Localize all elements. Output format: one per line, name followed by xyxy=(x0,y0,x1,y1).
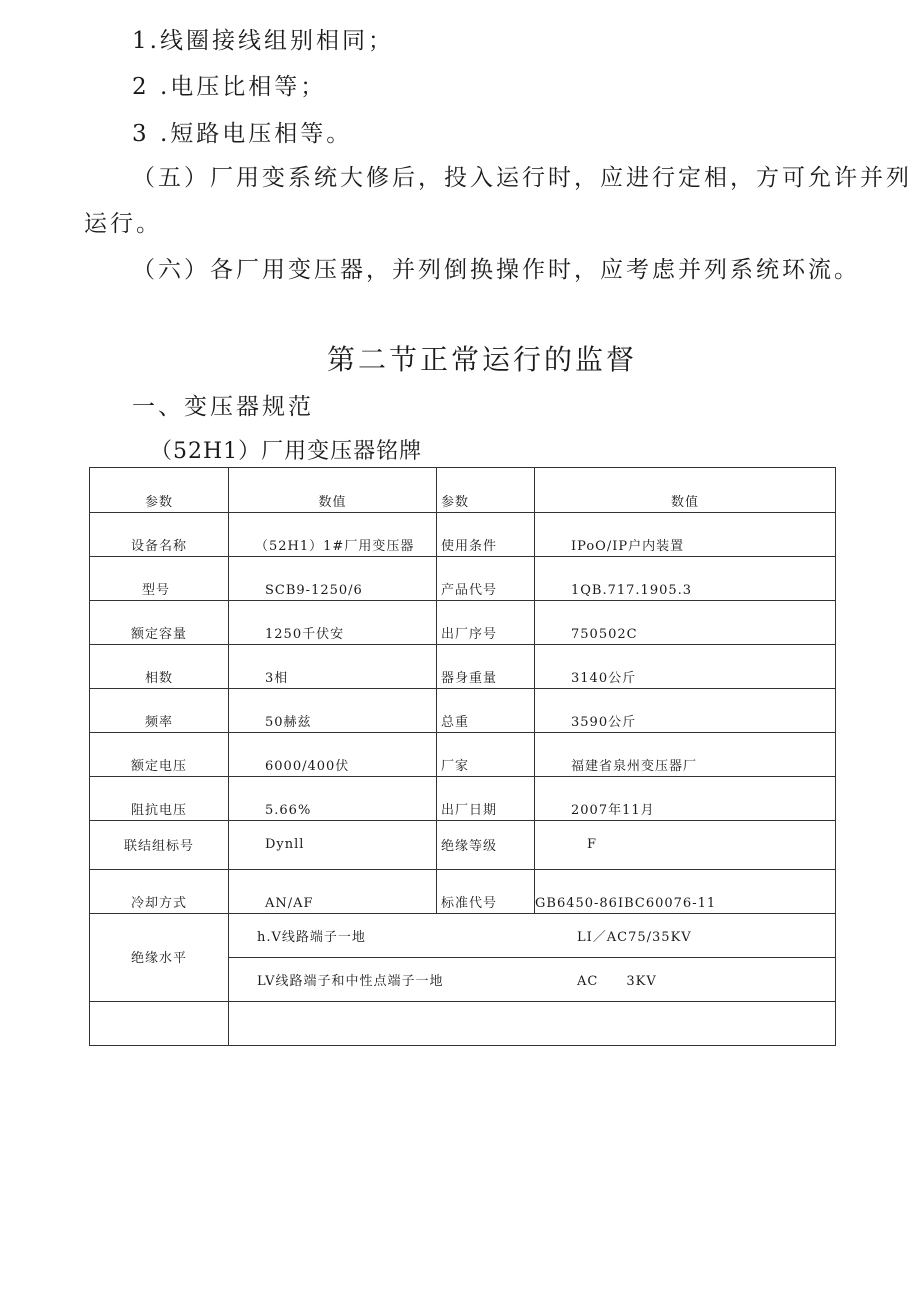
value-cell: 福建省泉州变压器厂 xyxy=(571,759,698,774)
param-cell: 厂家 xyxy=(441,759,470,774)
param-cell: 出厂序号 xyxy=(441,627,498,642)
param-cell: 冷却方式 xyxy=(130,896,187,911)
table-row xyxy=(90,821,836,870)
param-cell: 额定容量 xyxy=(130,627,187,642)
value-cell: 2007年11月 xyxy=(571,803,655,818)
paragraph-item-2: 2 .电压比相等； xyxy=(132,74,327,100)
header-cell: 数值 xyxy=(535,468,836,513)
table-row xyxy=(90,733,836,777)
value-cell: 50赫兹 xyxy=(265,715,312,730)
param-cell: 型号 xyxy=(142,583,171,598)
value-cell: 3590公斤 xyxy=(571,715,637,730)
param-cell: 总重 xyxy=(441,715,470,730)
table-row xyxy=(90,645,836,689)
value-cell: IPoO/IP户内装置 xyxy=(571,539,685,554)
param-cell: 阻抗电压 xyxy=(130,803,187,818)
paragraph-item-5-line1: （五）厂用变系统大修后，投入运行时，应进行定相，方可允许并列 xyxy=(132,165,912,191)
table-row xyxy=(90,557,836,601)
value-cell: 1250千伏安 xyxy=(265,627,345,642)
param-cell: 联结组标号 xyxy=(123,838,194,854)
subsection-title: 一、变压器规范 xyxy=(132,394,314,420)
table-row-empty xyxy=(90,1002,836,1046)
value-cell: 750502C xyxy=(571,627,638,642)
paragraph-item-5-line2: 运行。 xyxy=(84,211,162,237)
value-cell: Dynll xyxy=(265,836,305,852)
param-cell: 使用条件 xyxy=(441,539,498,554)
table-caption: （52H1）厂用变压器铭牌 xyxy=(150,439,423,464)
insulation-hv-label: h.V线路端子一地 xyxy=(257,930,366,945)
value-cell: 1QB.717.1905.3 xyxy=(571,583,693,598)
param-cell: 标准代号 xyxy=(441,896,498,911)
param-cell: 产品代号 xyxy=(441,583,498,598)
header-cell: 数值 xyxy=(229,468,437,513)
param-cell: 相数 xyxy=(144,671,173,686)
value-cell: 3相 xyxy=(265,671,289,686)
table-row xyxy=(90,601,836,645)
param-cell: 器身重量 xyxy=(441,671,498,686)
value-cell: GB6450-86IBC60076-11 xyxy=(535,896,717,911)
header-cell: 参数 xyxy=(437,468,535,513)
value-cell: （52H1）1#厂用变压器 xyxy=(255,539,415,554)
insulation-lv-label: LV线路端子和中性点端子一地 xyxy=(257,974,444,989)
value-cell: 6000/400伏 xyxy=(265,759,350,774)
table-row xyxy=(90,914,836,958)
table-row xyxy=(90,513,836,557)
param-cell: 绝缘等级 xyxy=(441,838,498,854)
insulation-hv-value: LI／AC75/35KV xyxy=(577,930,692,945)
param-cell: 设备名称 xyxy=(130,539,187,554)
param-cell: 额定电压 xyxy=(130,759,187,774)
insulation-lv-value: AC 3KV xyxy=(577,974,657,989)
value-cell: AN/AF xyxy=(265,896,314,911)
paragraph-item-6: （六）各厂用变压器，并列倒换操作时，应考虑并列系统环流。 xyxy=(132,257,860,283)
transformer-nameplate-table xyxy=(89,467,836,1046)
paragraph-item-1: 1.线圈接线组别相同； xyxy=(132,28,394,54)
section-title: 第二节正常运行的监督 xyxy=(327,343,638,376)
value-cell: SCB9-1250/6 xyxy=(265,583,363,598)
paragraph-item-3: 3 .短路电压相等。 xyxy=(132,121,353,147)
value-cell: 5.66% xyxy=(265,803,312,818)
table-row xyxy=(90,689,836,733)
insulation-level-label: 绝缘水平 xyxy=(130,951,187,966)
value-cell: 3140公斤 xyxy=(571,671,637,686)
value-cell: F xyxy=(587,836,598,852)
table-header-row xyxy=(90,468,836,513)
table-row xyxy=(90,777,836,821)
param-cell: 频率 xyxy=(144,715,173,730)
param-cell: 出厂日期 xyxy=(441,803,498,818)
header-cell: 参数 xyxy=(90,468,229,513)
table-row xyxy=(90,870,836,914)
